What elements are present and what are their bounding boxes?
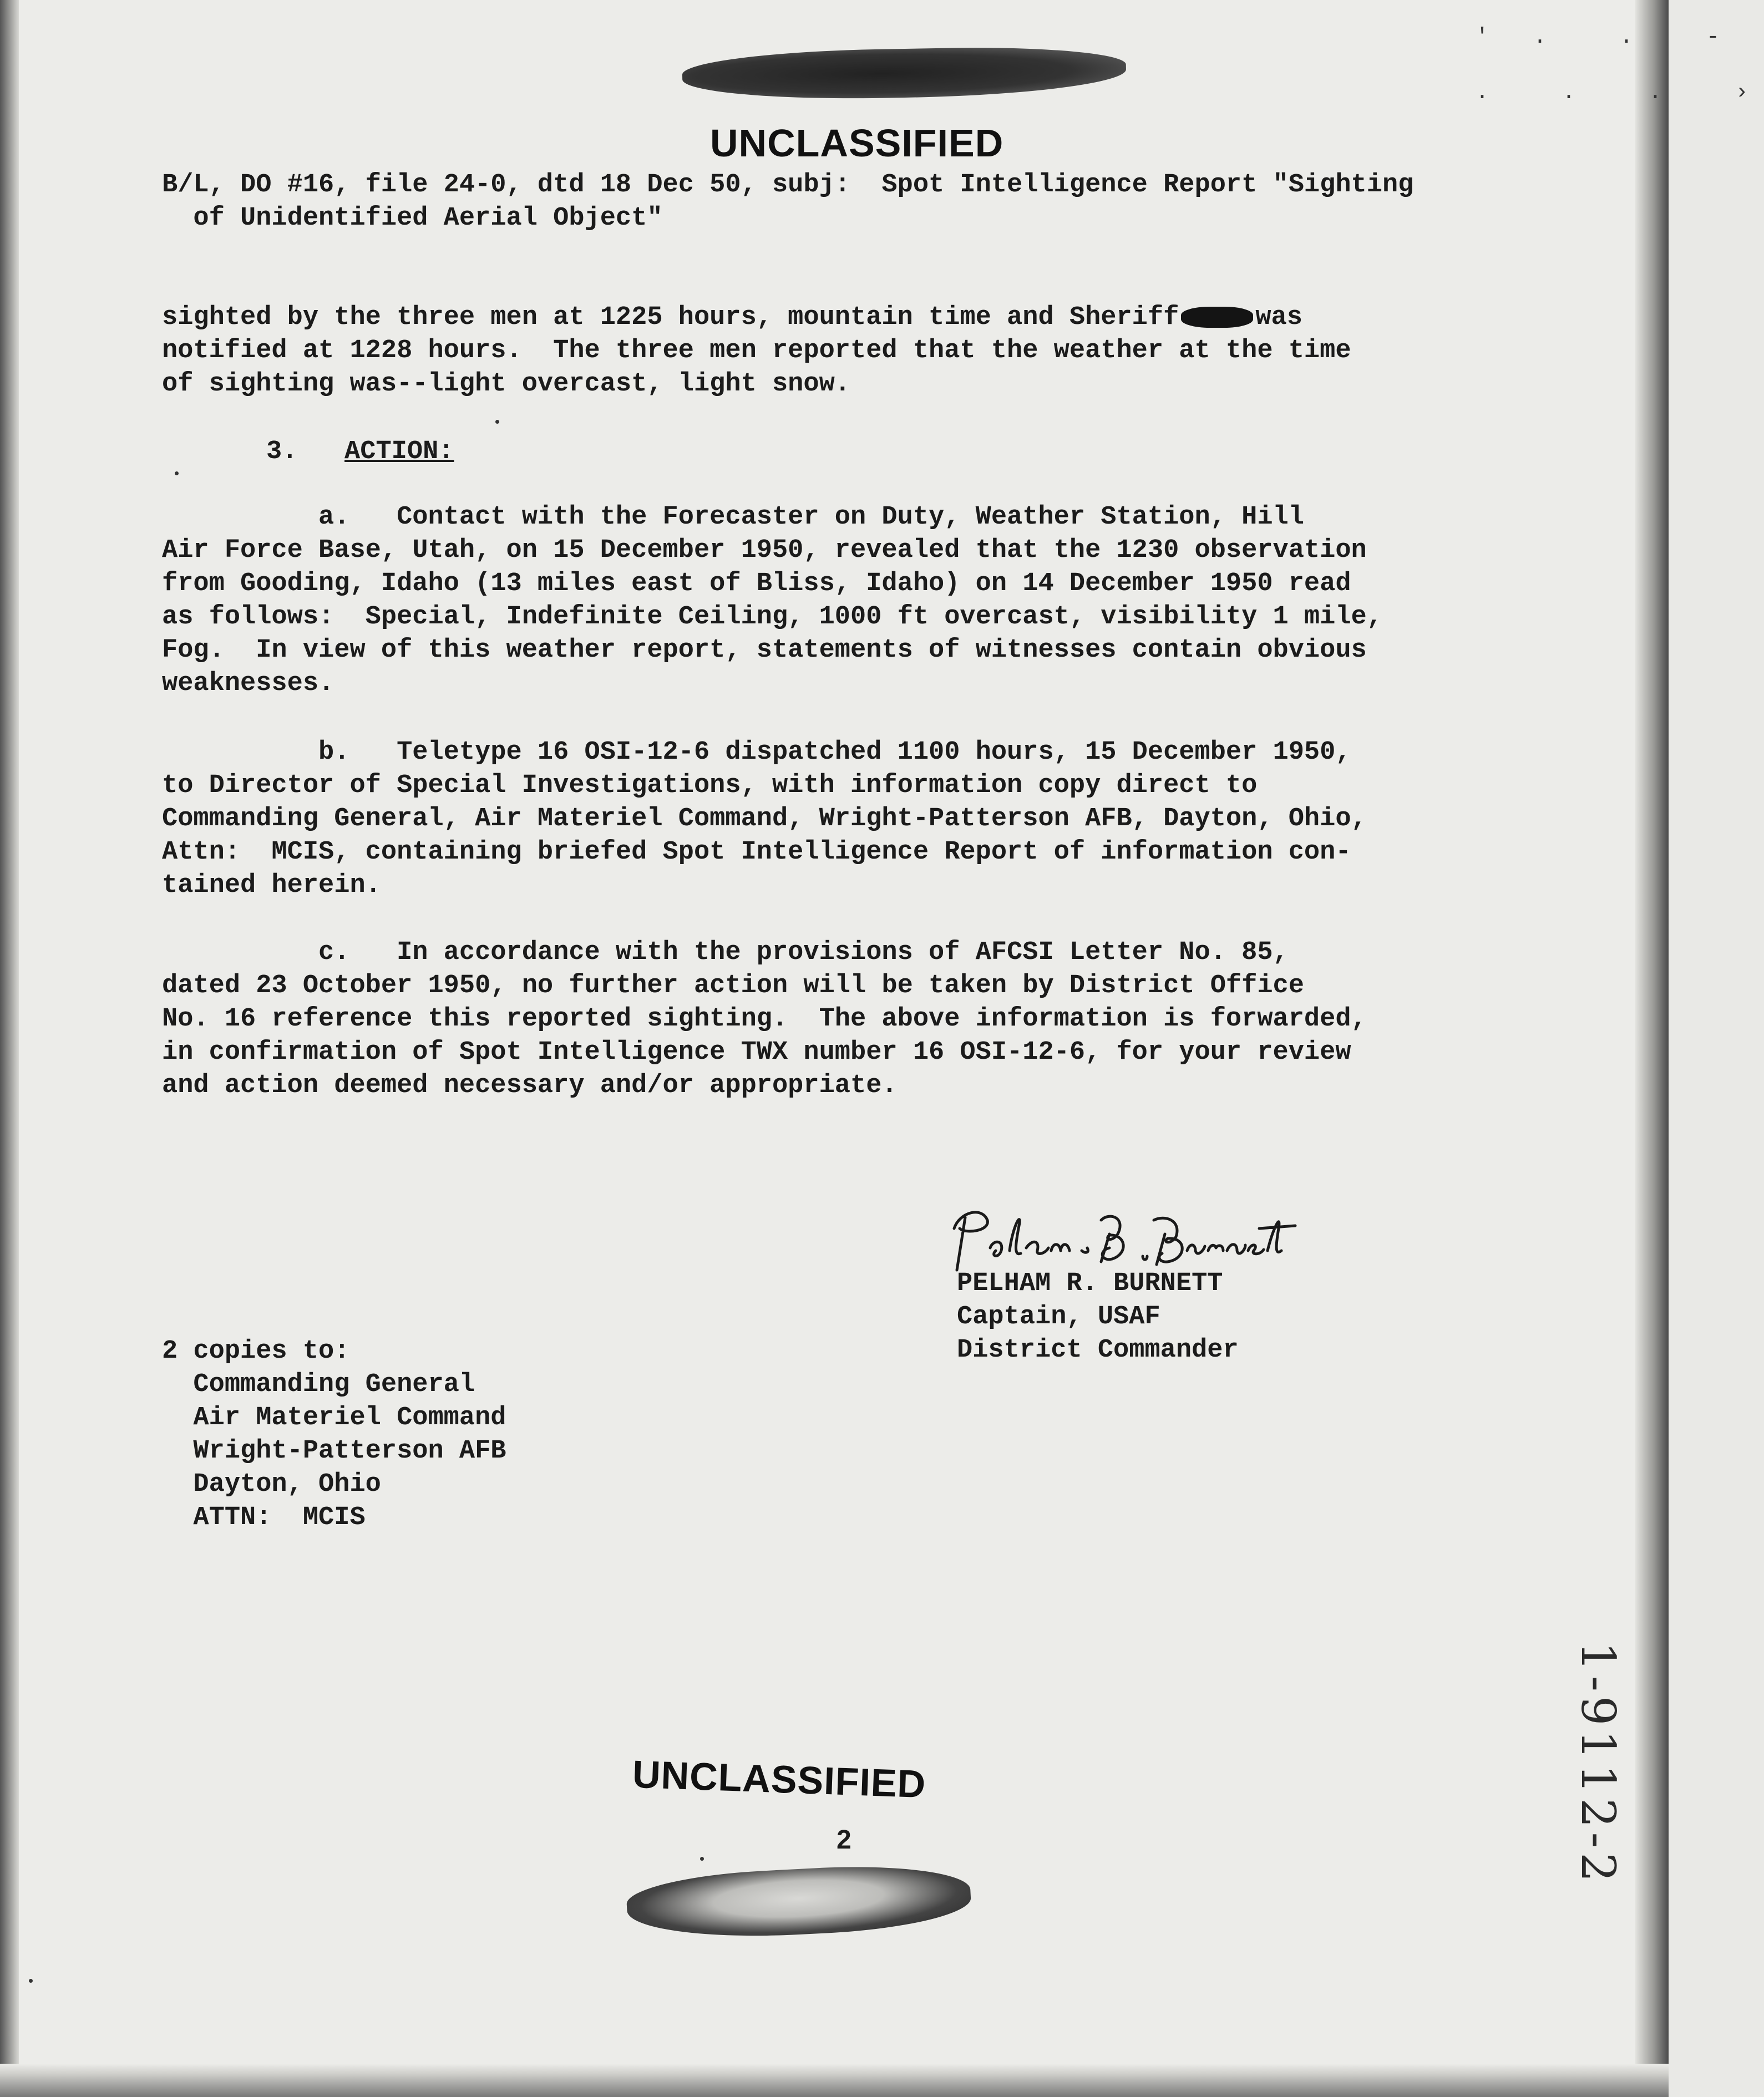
paragraph-c-line: c. In accordance with the provisions of AFCSI Letter No. 85, xyxy=(162,938,1289,967)
distribution-line: Commanding General xyxy=(162,1370,475,1399)
paragraph-a-line: from Gooding, Idaho (13 miles east of Bliss, Idaho) on 14 December 1950 read xyxy=(162,569,1351,598)
signer-rank: Captain, USAF xyxy=(957,1302,1160,1332)
distribution-line: Dayton, Ohio xyxy=(162,1470,381,1499)
scan-edge-right xyxy=(1635,0,1669,2097)
paragraph-a-line: weaknesses. xyxy=(162,669,334,698)
paragraph-c-line: No. 16 reference this reported sighting. The above information is forwarded, xyxy=(162,1004,1367,1034)
paragraph-a-line: Fog. In view of this weather report, statements of witnesses contain obvious xyxy=(162,636,1367,665)
paragraph-c-line: in confirmation of Spot Intelligence TWX number 16 OSI-12-6, for your review xyxy=(162,1038,1351,1067)
paragraph-a-line: as follows: Special, Indefinite Ceiling, 1000 ft overcast, visibility 1 mile, xyxy=(162,602,1382,632)
paragraph-b-line: Attn: MCIS, containing briefed Spot Intelligence Report of information con- xyxy=(162,837,1351,867)
paragraph-b-line: tained herein. xyxy=(162,871,381,900)
scan-edge-bottom xyxy=(0,2064,1669,2097)
signature-drawing xyxy=(943,1195,1298,1278)
intro-paragraph xyxy=(162,301,1351,401)
distribution-line: ATTN: MCIS xyxy=(162,1503,366,1532)
paragraph-c-line: dated 23 October 1950, no further action will be taken by District Office xyxy=(162,971,1304,1001)
corner-specks: ' . . - . . . › xyxy=(1476,25,1764,105)
redacted-sheriff-name xyxy=(1181,307,1253,328)
intro-line-3: of sighting was--light overcast, light snow. xyxy=(162,369,851,399)
paragraph-c-line: and action deemed necessary and/or appropriate. xyxy=(162,1071,898,1100)
paragraph-b xyxy=(162,736,1367,902)
intro-line-1-start: sighted by the three men at 1225 hours, mountain time and Sheriff xyxy=(162,303,1179,332)
page-number: 2 xyxy=(837,1825,851,1855)
paragraph-b-line: Commanding General, Air Materiel Command, Wright-Patterson AFB, Dayton, Ohio, xyxy=(162,804,1367,834)
paragraph-c xyxy=(162,936,1367,1103)
action-label: ACTION: xyxy=(344,437,454,466)
distribution-line: Wright-Patterson AFB xyxy=(162,1436,506,1466)
paragraph-b-line: b. Teletype 16 OSI-12-6 dispatched 1100 hours, 15 December 1950, xyxy=(162,738,1351,767)
signer-title: District Commander xyxy=(957,1336,1239,1365)
action-heading xyxy=(266,435,454,469)
paragraph-b-line: to Director of Special Investigations, with information copy direct to xyxy=(162,771,1258,800)
intro-line-1-end: was xyxy=(1255,303,1302,332)
scan-speck xyxy=(700,1857,704,1861)
distribution-list xyxy=(162,1335,506,1535)
classification-stamp-bottom: UNCLASSIFIED xyxy=(631,1752,927,1806)
paragraph-a xyxy=(162,501,1382,700)
scan-speck xyxy=(495,420,499,424)
classification-stamp-top: UNCLASSIFIED xyxy=(710,121,1004,165)
margin-number-text: 1-9112-2 xyxy=(1571,1642,1625,1887)
paragraph-a-line: a. Contact with the Forecaster on Duty, Weather Station, Hill xyxy=(162,502,1304,532)
action-number: 3. xyxy=(266,437,298,466)
redaction-mark-bottom xyxy=(625,1860,972,1943)
paragraph-a-line: Air Force Base, Utah, on 15 December 1950, revealed that the 1230 observation xyxy=(162,536,1367,565)
intro-line-2: notified at 1228 hours. The three men reported that the weather at the time xyxy=(162,336,1351,365)
handwritten-signature xyxy=(943,1195,1298,1278)
scan-speck xyxy=(175,471,179,475)
signature-block xyxy=(957,1267,1239,1367)
margin-handwritten-number xyxy=(1573,1642,1634,1952)
reference-line xyxy=(162,169,1413,235)
redaction-mark-top xyxy=(682,45,1126,101)
scan-speck xyxy=(29,1979,33,1983)
signer-name: PELHAM R. BURNETT xyxy=(957,1269,1223,1298)
distribution-line: Air Materiel Command xyxy=(162,1403,506,1433)
distribution-line: 2 copies to: xyxy=(162,1337,350,1366)
reference-line-1: B/L, DO #16, file 24-0, dtd 18 Dec 50, subj: Spot Intelligence Report "Sighting xyxy=(162,170,1414,200)
reference-line-2: of Unidentified Aerial Object" xyxy=(162,204,663,233)
scan-edge-left xyxy=(0,0,19,2097)
